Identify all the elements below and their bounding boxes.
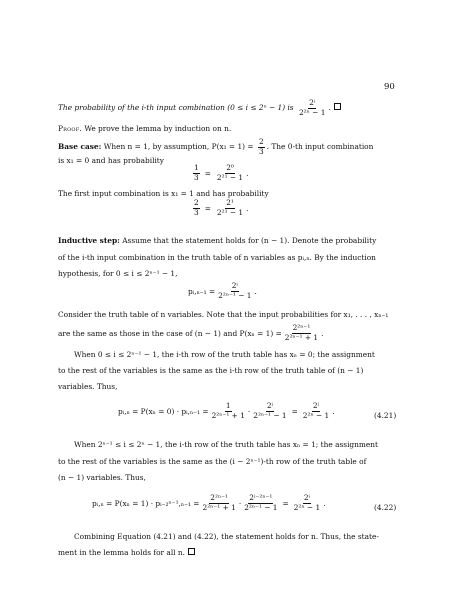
eq421-f2 — [252, 402, 287, 420]
eq421-f1 — [211, 402, 246, 420]
line5-text: are the same as those in the case of (n − 1) and P(xₙ = 1) = — [58, 328, 282, 338]
base-frac-num: 2 — [258, 137, 264, 146]
lemma-frac-den: 2²ⁿ − 1 — [298, 107, 326, 117]
eq422-f3-num: 2ⁱ — [303, 493, 311, 502]
base-case-fraction — [258, 138, 265, 156]
inductive-line8: variables. Thus, — [58, 382, 118, 391]
lemma-end: . — [328, 103, 331, 112]
eq1-rhs-den: 2²¹ − 1 — [216, 172, 244, 182]
line5-fraction — [284, 324, 319, 342]
base-case-text1: When n = 1, by assumption, P(x₁ = 1) = — [103, 142, 254, 151]
eq1-lhs — [193, 164, 200, 182]
qed-box-icon — [188, 548, 195, 555]
base-eq2: $\frac{2}{3}$ = $\frac{\text{2¹}}{\text{2²¹ − 1}}$ . — [194, 198, 249, 217]
page-number: 90 — [384, 82, 395, 92]
inductive-line9: When 2ⁿ⁻¹ ≤ i ≤ 2ⁿ − 1, the i-th row of the truth table has xₙ = 1; the assignment — [74, 440, 379, 449]
eq2-lhs-num: 2 — [194, 198, 199, 207]
eq1-rhs — [216, 164, 244, 182]
eq421-f1-den: 2²ⁿ⁻¹ + 1 — [211, 410, 245, 420]
inductive-line1 — [58, 236, 376, 245]
base-frac-den: 3 — [258, 146, 264, 156]
inductive-line12: Combining Equation (4.21) and (4.22), the statement holds for n. Thus, the state- — [74, 532, 379, 541]
eq1-lhs-num: 1 — [194, 163, 199, 172]
eq1-rhs-num: 2⁰ — [226, 163, 234, 172]
inductive-line7: to the rest of the variables is the same as the i-th row of the truth table of (n − 1) — [58, 366, 364, 375]
base-case-line2: is x₁ = 0 and has probability — [58, 156, 164, 165]
inductive-line6: When 0 ≤ i ≤ 2ⁿ⁻¹ − 1, the i-th row of the truth table has xₙ = 0; the assignment — [74, 350, 375, 359]
base-case-line3: The first input combination is x₁ = 1 and has probability — [58, 189, 269, 198]
eq421-f3-num: 2ⁱ — [312, 401, 320, 410]
lemma-statement — [58, 99, 341, 117]
eq421-f2-den: 2²ⁿ⁻¹ − 1 — [253, 410, 287, 420]
eq2-rhs — [216, 199, 244, 217]
hyp-den: 2²ⁿ⁻¹ − 1 — [218, 290, 252, 300]
base-case-line — [58, 138, 373, 156]
line5-num: 2²ⁿ⁻¹ — [292, 323, 311, 332]
inductive-line5: are the same as those in the case of (n − 1) and P(xₙ = 1) = $\frac{\text{2²ⁿ⁻¹}}{\text{2²ⁿ⁻¹ + 1}}$ . — [58, 323, 324, 342]
equation-4-21: pᵢ,ₙ = P(xₙ = 0) · pᵢ,ₙ₋₁ = $\frac{1}{\text{2²ⁿ⁻¹ + 1}}$ · $\frac{\text{2ⁱ}}{\text{2²ⁿ⁻¹ − 1}}$ = $\frac{\text{2ⁱ}}{\text{2²ⁿ − 1}}$ . — [118, 401, 335, 420]
base-case-label: Base case: — [58, 142, 102, 151]
equation-4-22: pᵢ,ₙ = P(xₙ = 1) · pᵢ₋₂ⁿ⁻¹,ₙ₋₁ = $\frac{\text{2²ⁿ⁻¹}}{\text{2²ⁿ⁻¹ + 1}}$ · $\frac{\text{2ⁱ⁻²ⁿ⁻¹}}{\text{2²ⁿ⁻¹ − 1}}$ = $\frac{\text{2ⁱ}}{\text{2²ⁿ − 1}}$ . — [92, 493, 326, 512]
eq421-f2-num: 2ⁱ — [266, 401, 274, 410]
eq2-rhs-den: 2²¹ − 1 — [216, 207, 244, 217]
qed-box-icon — [334, 103, 341, 110]
conclusion-text: ment in the lemma holds for all n. — [58, 548, 186, 557]
inductive-line11: (n − 1) variables. Thus, — [58, 473, 146, 482]
eq2-rhs-num: 2¹ — [226, 198, 234, 207]
eq422-f2 — [243, 494, 278, 512]
proof-intro-text: We prove the lemma by induction on n. — [84, 124, 232, 133]
eq422-f1 — [202, 494, 237, 512]
eq422-f2-den: 2²ⁿ⁻¹ − 1 — [244, 502, 278, 512]
inductive-line13 — [58, 548, 195, 557]
base-eq1: $\frac{1}{3}$ = $\frac{\text{2⁰}}{\text{2²¹ − 1}}$ . — [194, 163, 249, 182]
equation-number-4-22: (4.22) — [374, 503, 397, 512]
eq422-f2-num: 2ⁱ⁻²ⁿ⁻¹ — [249, 493, 273, 502]
lemma-frac-num: 2ⁱ — [309, 98, 316, 107]
proof-label: Proof. — [58, 124, 82, 133]
hypothesis-eq: pᵢ,ₙ₋₁ = $\frac{\text{2ⁱ}}{\text{2²ⁿ⁻¹ − 1}}$ . — [188, 281, 257, 300]
eq422-f3 — [293, 494, 321, 512]
eq421-lhs: pᵢ,ₙ = P(xₙ = 0) · pᵢ,ₙ₋₁ = — [118, 406, 209, 416]
inductive-line4: Consider the truth table of n variables. Note that the input probabilities for x₁, . . . , xₙ₋₁ — [58, 310, 389, 319]
eq1-lhs-den: 3 — [194, 172, 199, 182]
inductive-label: Inductive step: — [58, 236, 120, 245]
eq421-f3-den: 2²ⁿ − 1 — [302, 410, 330, 420]
equation-number-4-21: (4.21) — [374, 411, 397, 420]
lemma-fraction — [298, 99, 326, 117]
eq421-f3 — [302, 402, 330, 420]
hyp-lhs: pᵢ,ₙ₋₁ = — [188, 286, 216, 296]
eq422-f1-den: 2²ⁿ⁻¹ + 1 — [202, 502, 236, 512]
lemma-text: The probability of the i-th input combination (0 ≤ i ≤ 2ⁿ − 1) is — [58, 103, 294, 112]
eq422-f1-num: 2²ⁿ⁻¹ — [210, 493, 229, 502]
eq2-lhs — [193, 199, 200, 217]
inductive-line10: to the rest of the variables is the same as the (i − 2ⁿ⁻¹)-th row of the truth table of — [58, 457, 367, 466]
eq422-f3-den: 2²ⁿ − 1 — [293, 502, 321, 512]
hyp-fraction — [217, 282, 252, 300]
eq421-f1-num: 1 — [225, 401, 231, 410]
eq422-lhs: pᵢ,ₙ = P(xₙ = 1) · pᵢ₋₂ⁿ⁻¹,ₙ₋₁ = — [92, 498, 200, 508]
proof-intro — [58, 124, 231, 133]
inductive-line2: of the i-th input combination in the truth table of n variables as pᵢ,ₙ. By the induction — [58, 253, 376, 262]
eq2-lhs-den: 3 — [194, 207, 199, 217]
base-case-text2: . The 0-th input combination — [266, 142, 374, 151]
inductive-line3: hypothesis, for 0 ≤ i ≤ 2ⁿ⁻¹ − 1, — [58, 269, 178, 278]
inductive-text1: Assume that the statement holds for (n − 1). Denote the probability — [122, 236, 377, 245]
hyp-num: 2ⁱ — [231, 281, 238, 290]
line5-den: 2²ⁿ⁻¹ + 1 — [284, 332, 319, 342]
